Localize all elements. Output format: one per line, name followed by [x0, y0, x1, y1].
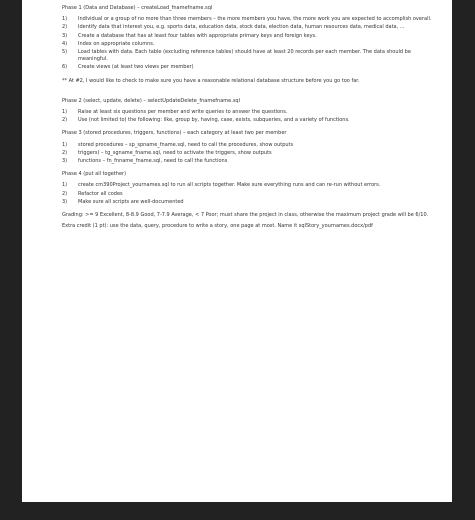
phase4-list	[62, 182, 432, 206]
extra-credit-text: Extra credit (1 pt): use the data, query, procedure to write a story, one page at most. Name it sqlStory_yournames.docx/pdf	[62, 223, 373, 230]
list-number: 3)	[62, 158, 68, 165]
phase1-list	[62, 16, 432, 71]
list-item	[62, 182, 432, 189]
list-item	[62, 109, 432, 116]
list-item-text: Make sure all scripts are well-documented	[78, 198, 184, 205]
list-number: 1)	[62, 141, 68, 148]
spacer	[62, 89, 432, 98]
list-item-text: stored procedures – sp_spname_fname.sql, need to call the procedures, show outputs	[78, 141, 294, 148]
list-item	[62, 16, 432, 23]
list-number: 4)	[62, 40, 68, 47]
list-number: 2)	[62, 24, 68, 31]
list-item	[62, 64, 432, 71]
list-number: 2)	[62, 190, 68, 197]
list-number: 2)	[62, 117, 68, 124]
list-item-text: Create a database that has at least four tables with appropriate primary keys and foreign keys.	[78, 32, 317, 39]
list-item-text: Index on appropriate columns.	[78, 40, 155, 47]
list-item	[62, 191, 432, 198]
list-item	[62, 117, 432, 124]
list-number: 3)	[62, 32, 68, 39]
list-number: 2)	[62, 149, 68, 156]
list-item	[62, 142, 432, 149]
list-number: 5)	[62, 49, 68, 56]
phase3-heading: Phase 3 (stored procedures, triggers, functions) – each category at least two per member	[62, 130, 287, 137]
list-item	[62, 41, 432, 48]
list-number: 3)	[62, 198, 68, 205]
list-number: 1)	[62, 109, 68, 116]
phase1-heading: Phase 1 (Data and Database) – createLoad_fnamefname.sql	[62, 5, 213, 11]
list-number: 1)	[62, 16, 68, 23]
list-item-text: Raise at least six questions per member and write queries to answer the questions.	[78, 109, 288, 116]
list-number: 1)	[62, 182, 68, 189]
phase2-heading: Phase 2 (select, update, delete) – selectUpdateDelete_fnamefname.sql	[62, 97, 240, 104]
list-item-text: triggers) – tg_sgname_fname.sql, need to activate the triggers, show outputs	[78, 149, 272, 156]
document-page	[22, 0, 452, 502]
list-item	[62, 150, 432, 157]
grading-text: Grading: >= 9 Excellent, 8-8.9 Good, 7-7.9 Average, < 7 Poor; must share the project in class, otherwise the maximum project grade will be 6/10.	[62, 212, 429, 219]
list-item	[62, 49, 432, 63]
list-number: 6)	[62, 64, 68, 71]
list-item-text: Identify data that interest you, e.g. sports data, education data, stock data, election data, human resources data, medical data, …	[78, 24, 405, 31]
phase3-list	[62, 142, 432, 166]
phase1-note: ** At #2, I would like to check to make sure you have a reasonable relational database structure before you go too far.	[62, 77, 360, 84]
list-item-text: Refactor all codes	[78, 190, 123, 197]
list-item-text: Individual or a group of no more than three members – the more members you have, the more work you are expected to accomplish overall.	[78, 16, 432, 23]
list-item	[62, 24, 432, 31]
list-item-text: Create views (at least two views per member)	[78, 64, 194, 71]
list-item	[62, 33, 432, 40]
list-item-text: Use (not limited to) the following: like, group by, having, case, exists, subqueries, and a variety of functions.	[78, 117, 350, 124]
list-item-text: functions – fn_fnname_fname.sql, need to call the functions	[78, 158, 228, 165]
phase2-list	[62, 109, 432, 124]
list-item	[62, 199, 432, 206]
list-item	[62, 158, 432, 165]
phase4-heading: Phase 4 (put all together)	[62, 171, 127, 178]
list-item-text: Load tables with data. Each table (excluding reference tables) should have at least 20 records per each member. The data should be meaningful.	[78, 49, 411, 63]
list-item-text: create cm390Project_yournames.sql to run all scripts together. Make sure everything runs and can re-run without errors.	[78, 182, 381, 189]
